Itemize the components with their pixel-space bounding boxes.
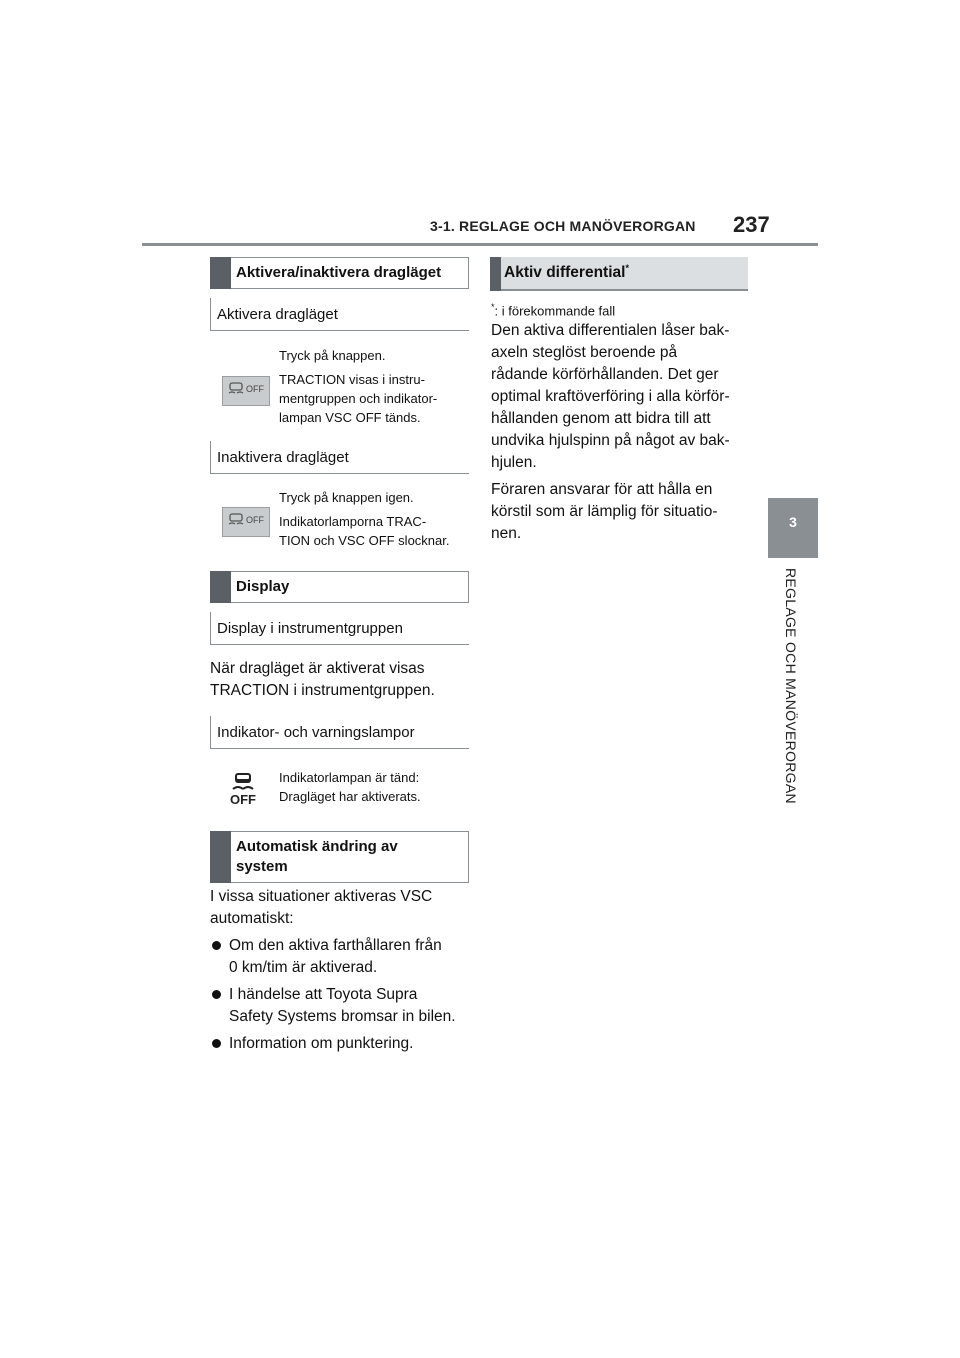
section-header-bar <box>210 257 231 289</box>
section-header-traction <box>210 257 469 289</box>
car-skid-icon <box>228 513 244 527</box>
section-header-text: Display <box>236 578 290 595</box>
subsection-display <box>210 612 469 645</box>
list-item-line: 0 km/tim är aktiverad. <box>229 959 378 976</box>
paragraph-line: hållanden genom att bidra till att <box>491 410 711 427</box>
subsection-activate-text: Aktivera dragläget <box>217 306 338 323</box>
auto-bullet-list <box>210 935 472 1059</box>
list-item-line: Safety Systems bromsar in bilen. <box>229 1008 456 1025</box>
paragraph-line: körstil som är lämplig för situatio- <box>491 503 718 520</box>
section-header-auto-change <box>210 831 469 883</box>
chapter-title-vertical: REGLAGE OCH MANÖVERORGAN <box>783 568 799 804</box>
paragraph-line: hjulen. <box>491 454 537 471</box>
deactivate-step-1: Tryck på knappen igen. <box>279 490 414 505</box>
lamp-description-line: Dragläget har aktiverats. <box>279 789 421 804</box>
paragraph-line: rådande körförhållanden. Det ger <box>491 366 719 383</box>
activate-step-2 <box>279 370 437 427</box>
car-skid-icon <box>229 771 257 793</box>
differential-paragraph-1 <box>491 320 730 474</box>
paragraph-line: Den aktiva differentialen låser bak- <box>491 322 730 339</box>
chapter-number: 3 <box>789 514 797 530</box>
footnote-text: : i förekommande fall <box>494 303 616 319</box>
auto-intro-line: I vissa situationer aktiveras VSC <box>210 888 433 905</box>
display-paragraph-line: TRACTION i instrumentgruppen. <box>210 682 435 699</box>
subsection-display-text: Display i instrumentgruppen <box>217 620 403 637</box>
section-header-bar <box>490 257 501 291</box>
bullet-dot <box>212 990 221 999</box>
lamp-description <box>279 768 421 806</box>
traction-button-icon <box>222 507 270 537</box>
activate-step-2-line: lampan VSC OFF tänds. <box>279 410 421 425</box>
display-paragraph <box>210 658 435 702</box>
list-item-line: Information om punktering. <box>229 1035 414 1052</box>
paragraph-line: Föraren ansvarar för att hålla en <box>491 481 713 498</box>
paragraph-line: undvika hjulspinn på något av bak- <box>491 432 730 449</box>
deactivate-step-2-line: Indikatorlamporna TRAC- <box>279 514 427 529</box>
section-header-text: Aktivera/inaktivera dragläget <box>236 264 442 281</box>
footnote-marker: * <box>491 302 495 312</box>
bullet-dot <box>212 941 221 950</box>
button-off-label: OFF <box>246 515 264 525</box>
deactivate-step-2 <box>279 512 450 550</box>
section-header-display <box>210 571 469 603</box>
activate-step-2-line: TRACTION visas i instru- <box>279 372 425 387</box>
paragraph-line: nen. <box>491 525 522 542</box>
deactivate-step-2-line: TION och VSC OFF slocknar. <box>279 533 450 548</box>
footnote-marker: * <box>625 263 629 273</box>
subsection-activate <box>210 298 469 331</box>
list-item-line: I händelse att Toyota Supra <box>229 986 418 1003</box>
list-item <box>210 935 472 979</box>
differential-paragraph-2 <box>491 479 718 545</box>
header-rule <box>142 243 818 246</box>
page-number: 237 <box>733 212 770 237</box>
auto-intro <box>210 886 432 930</box>
bullet-dot <box>212 1039 221 1048</box>
running-header-title: 3-1. REGLAGE OCH MANÖVERORGAN <box>430 218 696 234</box>
section-header-bar <box>210 571 231 603</box>
section-header-text <box>504 263 629 282</box>
activate-step-1: Tryck på knappen. <box>279 348 386 363</box>
section-header-line: system <box>236 858 288 875</box>
section-header-active-differential <box>490 257 748 291</box>
section-header-line: Automatisk ändring av <box>236 838 398 855</box>
subsection-lamps-text: Indikator- och varningslampor <box>217 724 415 741</box>
activate-step-2-line: mentgruppen och indikator- <box>279 391 438 406</box>
section-header-text <box>236 832 468 882</box>
list-item-line: Om den aktiva farthållaren från <box>229 937 442 954</box>
subsection-deactivate <box>210 441 469 474</box>
section-header-title: Aktiv differential <box>504 264 626 282</box>
display-paragraph-line: När dragläget är aktiverat visas <box>210 660 425 677</box>
lamp-off-label: OFF <box>230 792 256 807</box>
auto-intro-line: automatiskt: <box>210 910 294 927</box>
car-skid-icon <box>228 382 244 396</box>
footnote <box>491 298 615 320</box>
subsection-deactivate-text: Inaktivera dragläget <box>217 449 349 466</box>
paragraph-line: axeln steglöst beroende på <box>491 344 678 361</box>
subsection-lamps <box>210 716 469 749</box>
vsc-off-lamp-icon <box>229 771 257 807</box>
list-item <box>210 984 472 1028</box>
lamp-description-line: Indikatorlampan är tänd: <box>279 770 420 785</box>
section-header-bar <box>210 831 231 883</box>
paragraph-line: optimal kraftöverföring i alla körför- <box>491 388 730 405</box>
button-off-label: OFF <box>246 384 264 394</box>
traction-button-icon <box>222 376 270 406</box>
list-item <box>210 1033 472 1055</box>
